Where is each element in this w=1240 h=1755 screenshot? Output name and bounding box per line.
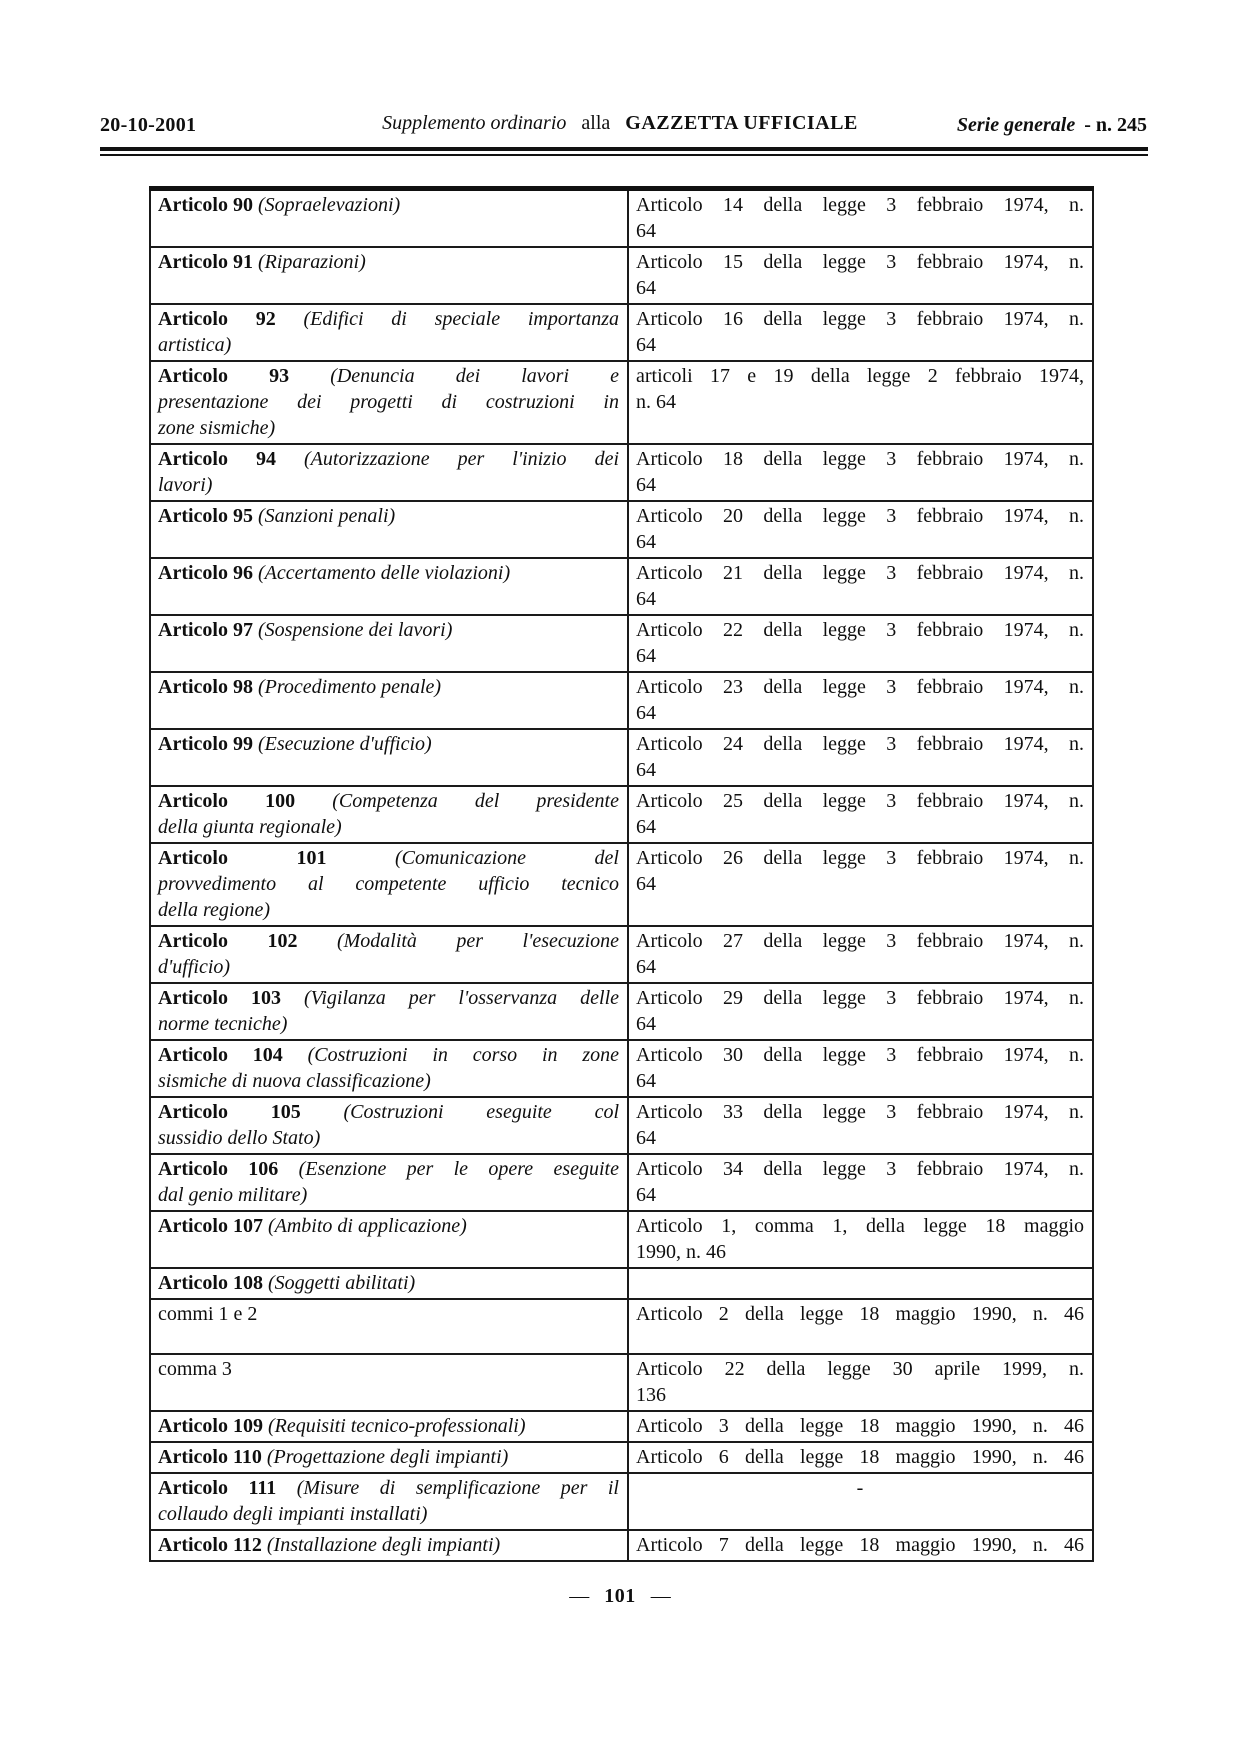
article-line	[158, 1270, 619, 1296]
reference-line: 64	[636, 1184, 656, 1206]
article-title: zone sismiche)	[158, 417, 276, 439]
article-line	[158, 674, 619, 700]
article-line	[158, 415, 619, 441]
article-title: (Vigilanza per l'osservanza delle	[303, 987, 619, 1009]
reference-line: 64	[636, 1127, 656, 1149]
article-line	[158, 897, 619, 923]
reference-line: Articolo 34 della legge 3 febbraio 1974, n.	[636, 1158, 1084, 1180]
article-cell	[150, 1154, 628, 1211]
article-cell	[150, 304, 628, 361]
article-number: Articolo 107	[158, 1215, 263, 1237]
article-line	[158, 306, 619, 332]
reference-cell	[628, 1530, 1093, 1561]
series-number: - n. 245	[1084, 114, 1147, 136]
reference-line: 64	[636, 645, 656, 667]
article-title: (Edifici di speciale importanza	[303, 308, 619, 330]
reference-cell	[628, 729, 1093, 786]
table-row	[150, 501, 1093, 558]
article-line	[158, 928, 619, 954]
article-title: presentazione dei progetti di costruzioni in	[158, 391, 619, 413]
article-title: dal genio militare)	[158, 1184, 308, 1206]
article-line	[158, 1156, 619, 1182]
reference-line: Articolo 23 della legge 3 febbraio 1974, n.	[636, 676, 1084, 698]
article-title: (Denuncia dei lavori e	[330, 365, 619, 387]
article-title: (Installazione degli impianti)	[266, 1534, 501, 1556]
table-row	[150, 1530, 1093, 1561]
article-title: (Comunicazione del	[394, 847, 619, 869]
article-cell	[150, 1299, 628, 1354]
article-line	[158, 1444, 619, 1470]
reference-line: Articolo 21 della legge 3 febbraio 1974, n.	[636, 562, 1084, 584]
article-cell	[150, 926, 628, 983]
table-row	[150, 558, 1093, 615]
series-name: Serie generale	[956, 114, 1076, 136]
article-title: provvedimento al competente ufficio tecnico	[158, 873, 619, 895]
footer-dash-left: —	[569, 1585, 590, 1607]
table-row	[150, 1154, 1093, 1211]
article-line	[158, 985, 619, 1011]
article-cell	[150, 247, 628, 304]
article-cell	[150, 444, 628, 501]
article-number: Articolo 100	[158, 790, 296, 812]
reference-line: Articolo 16 della legge 3 febbraio 1974, n.	[636, 308, 1084, 330]
table-row	[150, 304, 1093, 361]
reference-line: 136	[636, 1384, 666, 1406]
reference-cell	[628, 926, 1093, 983]
article-title: (Costruzioni in corso in zone	[307, 1044, 619, 1066]
reference-line: Articolo 24 della legge 3 febbraio 1974, n.	[636, 733, 1084, 755]
article-cell	[150, 1411, 628, 1442]
reference-line: Articolo 6 della legge 18 maggio 1990, n. 46	[636, 1446, 1084, 1468]
article-line	[158, 1068, 619, 1094]
table-row	[150, 1473, 1093, 1530]
reference-line: 64	[636, 474, 656, 496]
article-cell	[150, 501, 628, 558]
reference-cell	[628, 189, 1093, 248]
reference-cell	[628, 304, 1093, 361]
reference-line: Articolo 3 della legge 18 maggio 1990, n. 46	[636, 1415, 1084, 1437]
article-title: della giunta regionale)	[158, 816, 342, 838]
table-row	[150, 1097, 1093, 1154]
article-line	[158, 731, 619, 757]
reference-cell	[628, 247, 1093, 304]
reference-cell	[628, 558, 1093, 615]
reference-line: n. 64	[636, 391, 676, 413]
article-title: (Competenza del presidente	[332, 790, 619, 812]
article-title: della regione)	[158, 899, 271, 921]
article-cell	[150, 843, 628, 926]
article-line	[158, 363, 619, 389]
reference-line: Articolo 1, comma 1, della legge 18 maggio	[636, 1215, 1084, 1237]
reference-line: 64	[636, 1070, 656, 1092]
article-cell	[150, 1268, 628, 1299]
article-cell	[150, 729, 628, 786]
comma-label: comma 3	[158, 1358, 232, 1380]
table-row	[150, 786, 1093, 843]
table-row	[150, 729, 1093, 786]
article-cell	[150, 1473, 628, 1530]
reference-line: Articolo 2 della legge 18 maggio 1990, n. 46	[636, 1303, 1084, 1325]
reference-line: -	[856, 1477, 864, 1499]
article-line	[158, 1125, 619, 1151]
reference-line: 64	[636, 702, 656, 724]
table-row	[150, 983, 1093, 1040]
article-title: (Sopraelevazioni)	[257, 194, 401, 216]
reference-cell	[628, 786, 1093, 843]
reference-cell	[628, 615, 1093, 672]
footer-dash-right: —	[650, 1585, 671, 1607]
reference-line: Articolo 29 della legge 3 febbraio 1974, n.	[636, 987, 1084, 1009]
supplement-label: Supplemento ordinario	[382, 112, 567, 134]
reference-cell	[628, 1473, 1093, 1530]
articles-mapping-table	[149, 186, 1094, 1562]
reference-line: 64	[636, 588, 656, 610]
reference-line: Articolo 25 della legge 3 febbraio 1974, n.	[636, 790, 1084, 812]
article-cell	[150, 1442, 628, 1473]
article-number: Articolo 98	[158, 676, 253, 698]
reference-cell	[628, 1154, 1093, 1211]
article-cell	[150, 1097, 628, 1154]
series-header	[957, 114, 1147, 137]
article-number: Articolo 99	[158, 733, 253, 755]
article-cell	[150, 672, 628, 729]
article-number: Articolo 112	[158, 1534, 262, 1556]
page-number: 101	[604, 1585, 636, 1607]
reference-line: Articolo 7 della legge 18 maggio 1990, n. 46	[636, 1534, 1084, 1556]
article-title: (Costruzioni eseguite col	[343, 1101, 619, 1123]
article-title: (Accertamento delle violazioni)	[257, 562, 511, 584]
table-row	[150, 1411, 1093, 1442]
reference-cell	[628, 1040, 1093, 1097]
table-row	[150, 1268, 1093, 1299]
article-line	[158, 845, 619, 871]
reference-cell	[628, 1442, 1093, 1473]
article-number: Articolo 101	[158, 847, 327, 869]
article-number: Articolo 103	[158, 987, 281, 1009]
table-row	[150, 444, 1093, 501]
article-number: Articolo 95	[158, 505, 253, 527]
article-title: (Esenzione per le opere eseguite	[298, 1158, 619, 1180]
article-title: (Procedimento penale)	[257, 676, 442, 698]
reference-cell	[628, 1268, 1093, 1299]
article-line	[158, 788, 619, 814]
article-line	[158, 1213, 619, 1239]
article-cell	[150, 786, 628, 843]
article-number: Articolo 92	[158, 308, 276, 330]
reference-line: Articolo 33 della legge 3 febbraio 1974, n.	[636, 1101, 1084, 1123]
article-line	[158, 1475, 619, 1501]
article-number: Articolo 105	[158, 1101, 301, 1123]
table-row	[150, 615, 1093, 672]
article-title: (Esecuzione d'ufficio)	[257, 733, 432, 755]
article-line	[158, 954, 619, 980]
article-line	[158, 249, 619, 275]
article-title: (Progettazione degli impianti)	[266, 1446, 509, 1468]
article-cell	[150, 558, 628, 615]
reference-cell	[628, 672, 1093, 729]
article-number: Articolo 108	[158, 1272, 263, 1294]
article-line	[158, 503, 619, 529]
article-number: Articolo 104	[158, 1044, 283, 1066]
article-line	[158, 1532, 619, 1558]
reference-cell	[628, 361, 1093, 444]
reference-cell	[628, 1299, 1093, 1354]
reference-line: Articolo 27 della legge 3 febbraio 1974, n.	[636, 930, 1084, 952]
reference-cell	[628, 843, 1093, 926]
article-title: (Autorizzazione per l'inizio dei	[304, 448, 619, 470]
article-cell	[150, 1530, 628, 1561]
reference-line: 64	[636, 334, 656, 356]
table-row	[150, 1299, 1093, 1354]
reference-line: articoli 17 e 19 della legge 2 febbraio 1974,	[636, 365, 1084, 387]
article-title: (Sanzioni penali)	[257, 505, 396, 527]
article-number: Articolo 96	[158, 562, 253, 584]
article-cell	[150, 1211, 628, 1268]
table-row	[150, 926, 1093, 983]
article-title: (Modalità per l'esecuzione	[336, 930, 619, 952]
article-cell	[150, 361, 628, 444]
article-title: (Riparazioni)	[257, 251, 366, 273]
article-line	[158, 1413, 619, 1439]
reference-line: 64	[636, 1013, 656, 1035]
table-row	[150, 1442, 1093, 1473]
reference-line: Articolo 18 della legge 3 febbraio 1974, n.	[636, 448, 1084, 470]
connector-label: alla	[581, 112, 611, 134]
article-title: (Sospensione dei lavori)	[257, 619, 453, 641]
article-line	[158, 1011, 619, 1037]
reference-cell	[628, 1354, 1093, 1411]
reference-line: 64	[636, 531, 656, 553]
article-title: d'ufficio)	[158, 956, 231, 978]
reference-line: 64	[636, 956, 656, 978]
reference-cell	[628, 444, 1093, 501]
article-line	[158, 1501, 619, 1527]
reference-cell	[628, 501, 1093, 558]
article-line	[158, 332, 619, 358]
article-title: (Soggetti abilitati)	[267, 1272, 416, 1294]
reference-line: 64	[636, 873, 656, 895]
article-number: Articolo 102	[158, 930, 298, 952]
article-title: (Ambito di applicazione)	[267, 1215, 467, 1237]
article-number: Articolo 93	[158, 365, 290, 387]
article-cell	[150, 1354, 628, 1411]
article-line	[158, 814, 619, 840]
table-row	[150, 843, 1093, 926]
article-number: Articolo 106	[158, 1158, 279, 1180]
article-line	[158, 1182, 619, 1208]
article-title: sismiche di nuova classificazione)	[158, 1070, 431, 1092]
article-number: Articolo 91	[158, 251, 253, 273]
article-line	[158, 472, 619, 498]
reference-line: Articolo 22 della legge 3 febbraio 1974, n.	[636, 619, 1084, 641]
table-row	[150, 247, 1093, 304]
reference-cell	[628, 1097, 1093, 1154]
table-row	[150, 189, 1093, 248]
reference-line: 64	[636, 759, 656, 781]
article-number: Articolo 110	[158, 1446, 262, 1468]
article-cell	[150, 189, 628, 248]
article-number: Articolo 111	[158, 1477, 277, 1499]
article-title: norme tecniche)	[158, 1013, 288, 1035]
article-title: (Requisiti tecnico-professionali)	[267, 1415, 526, 1437]
article-number: Articolo 94	[158, 448, 276, 470]
reference-line: Articolo 30 della legge 3 febbraio 1974, n.	[636, 1044, 1084, 1066]
reference-cell	[628, 1411, 1093, 1442]
reference-line: Articolo 26 della legge 3 febbraio 1974, n.	[636, 847, 1084, 869]
table-row	[150, 672, 1093, 729]
article-title: collaudo degli impianti installati)	[158, 1503, 428, 1525]
article-line	[158, 560, 619, 586]
article-title: (Misure di semplificazione per il	[296, 1477, 619, 1499]
article-line	[158, 446, 619, 472]
article-line	[158, 192, 619, 218]
article-cell	[150, 983, 628, 1040]
article-line	[158, 617, 619, 643]
table-row	[150, 1211, 1093, 1268]
article-line	[158, 389, 619, 415]
reference-line: 1990, n. 46	[636, 1241, 726, 1263]
table-row	[150, 361, 1093, 444]
table-row	[150, 1354, 1093, 1411]
article-line	[158, 1356, 619, 1382]
reference-cell	[628, 1211, 1093, 1268]
article-cell	[150, 615, 628, 672]
article-title: lavori)	[158, 474, 213, 496]
comma-label: commi 1 e 2	[158, 1303, 258, 1325]
page-footer	[0, 1585, 1240, 1608]
article-line	[158, 1301, 619, 1327]
article-line	[158, 1099, 619, 1125]
article-title: artistica)	[158, 334, 232, 356]
reference-line: 64	[636, 816, 656, 838]
article-line	[158, 1042, 619, 1068]
article-title: sussidio dello Stato)	[158, 1127, 321, 1149]
gazette-name: GAZZETTA UFFICIALE	[625, 112, 858, 134]
reference-line: Articolo 22 della legge 30 aprile 1999, n.	[636, 1358, 1084, 1380]
article-number: Articolo 109	[158, 1415, 263, 1437]
article-cell	[150, 1040, 628, 1097]
article-line	[158, 871, 619, 897]
header-double-rule	[100, 147, 1148, 156]
reference-line: 64	[636, 277, 656, 299]
reference-cell	[628, 983, 1093, 1040]
reference-line: Articolo 14 della legge 3 febbraio 1974, n.	[636, 194, 1084, 216]
reference-line: 64	[636, 220, 656, 242]
reference-line: Articolo 20 della legge 3 febbraio 1974, n.	[636, 505, 1084, 527]
article-number: Articolo 97	[158, 619, 253, 641]
article-number: Articolo 90	[158, 194, 253, 216]
reference-line: Articolo 15 della legge 3 febbraio 1974, n.	[636, 251, 1084, 273]
table-row	[150, 1040, 1093, 1097]
issue-date: 20-10-2001	[100, 114, 197, 136]
